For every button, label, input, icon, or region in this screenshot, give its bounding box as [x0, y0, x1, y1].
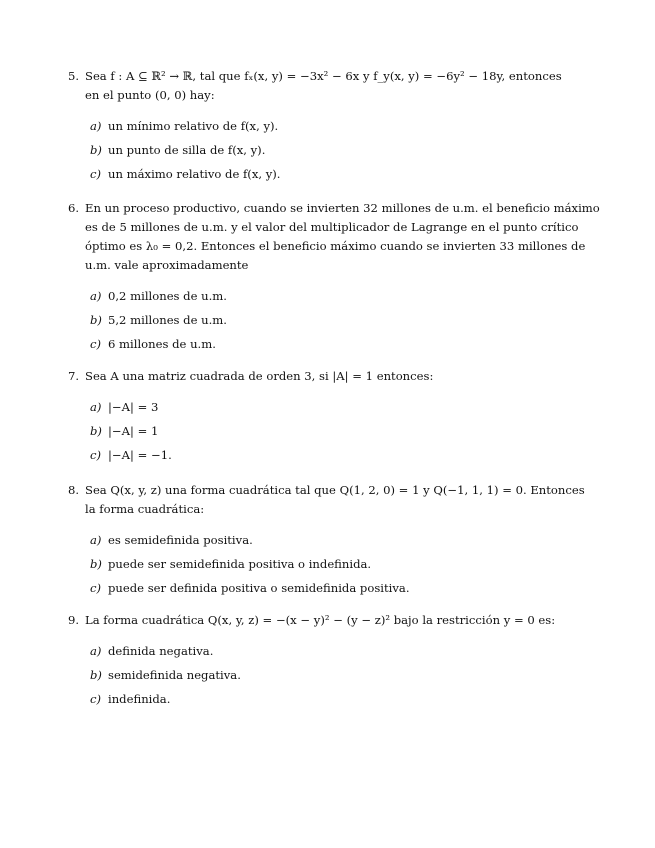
- question-8: [68, 481, 585, 603]
- option-letter: a): [90, 289, 102, 303]
- option-text: 6 millones de u.m.: [108, 337, 216, 351]
- question-statement: [68, 481, 585, 519]
- question-text: [85, 67, 562, 105]
- options-list: [68, 398, 558, 470]
- question-statement: [68, 367, 558, 386]
- options-list: [68, 531, 558, 603]
- option-letter: b): [90, 668, 102, 682]
- option-a: [68, 287, 558, 311]
- question-line: es de 5 millones de u.m. y el valor del multiplicador de Lagrange en el punto crítico: [85, 220, 579, 234]
- option-text: puede ser semidefinida positiva o indefinida.: [108, 557, 372, 571]
- option-text: |−A| = 3: [108, 400, 159, 414]
- option-text: puede ser definida positiva o semidefinida positiva.: [108, 581, 410, 595]
- question-line: la forma cuadrática:: [85, 502, 205, 516]
- option-text: indefinida.: [108, 692, 171, 706]
- option-text: semidefinida negativa.: [108, 668, 241, 682]
- option-a: [68, 642, 558, 666]
- question-7: [68, 367, 558, 470]
- option-c: [68, 446, 558, 470]
- option-c: [68, 690, 558, 714]
- question-line: óptimo es λ₀ = 0,2. Entonces el beneficio máximo cuando se invierten 33 millones de: [85, 239, 586, 253]
- question-5: [68, 67, 562, 189]
- option-a: [68, 531, 558, 555]
- option-letter: b): [90, 424, 102, 438]
- option-letter: c): [90, 692, 102, 706]
- option-text: definida negativa.: [108, 644, 214, 658]
- option-text: un máximo relativo de f(x, y).: [108, 167, 281, 181]
- option-text: es semidefinida positiva.: [108, 533, 253, 547]
- question-number: 5.: [68, 69, 80, 83]
- option-letter: b): [90, 143, 102, 157]
- option-b: [68, 141, 558, 165]
- option-a: [68, 117, 558, 141]
- options-list: [68, 287, 558, 359]
- option-letter: b): [90, 557, 102, 571]
- option-c: [68, 165, 558, 189]
- option-letter: c): [90, 581, 102, 595]
- option-letter: a): [90, 119, 102, 133]
- question-9: [68, 611, 558, 714]
- option-text: 5,2 millones de u.m.: [108, 313, 227, 327]
- question-line: u.m. vale aproximadamente: [85, 258, 249, 272]
- option-letter: b): [90, 313, 102, 327]
- question-statement: [68, 611, 558, 630]
- option-b: [68, 555, 558, 579]
- question-line: Sea f : A ⊆ ℝ² → ℝ, tal que fₓ(x, y) = −3x² − 6x y f_y(x, y) = −6y² − 18y, entonces: [85, 69, 562, 83]
- question-statement: [68, 199, 600, 275]
- option-c: [68, 335, 558, 359]
- option-b: [68, 422, 558, 446]
- option-letter: a): [90, 644, 102, 658]
- question-text: [85, 611, 558, 630]
- question-line: Sea A una matriz cuadrada de orden 3, si |A| = 1 entonces:: [85, 369, 434, 383]
- option-text: |−A| = 1: [108, 424, 159, 438]
- question-text: [85, 481, 585, 519]
- option-letter: a): [90, 533, 102, 547]
- question-number: 9.: [68, 613, 80, 627]
- option-b: [68, 666, 558, 690]
- question-number: 8.: [68, 483, 80, 497]
- question-text: [85, 199, 600, 275]
- option-letter: c): [90, 167, 102, 181]
- option-text: 0,2 millones de u.m.: [108, 289, 227, 303]
- question-number: 6.: [68, 201, 80, 215]
- question-statement: [68, 67, 562, 105]
- option-a: [68, 398, 558, 422]
- question-line: La forma cuadrática Q(x, y, z) = −(x − y)² − (y − z)² bajo la restricción y = 0 es:: [85, 613, 556, 627]
- question-line: En un proceso productivo, cuando se invierten 32 millones de u.m. el beneficio máximo: [85, 201, 600, 215]
- option-text: un mínimo relativo de f(x, y).: [108, 119, 279, 133]
- question-line: en el punto (0, 0) hay:: [85, 88, 215, 102]
- option-c: [68, 579, 558, 603]
- question-number: 7.: [68, 369, 80, 383]
- question-6: [68, 199, 600, 359]
- option-text: |−A| = −1.: [108, 448, 172, 462]
- option-b: [68, 311, 558, 335]
- option-text: un punto de silla de f(x, y).: [108, 143, 266, 157]
- options-list: [68, 642, 558, 714]
- question-line: Sea Q(x, y, z) una forma cuadrática tal que Q(1, 2, 0) = 1 y Q(−1, 1, 1) = 0. Entonces: [85, 483, 585, 497]
- option-letter: c): [90, 448, 102, 462]
- options-list: [68, 117, 558, 189]
- option-letter: c): [90, 337, 102, 351]
- option-letter: a): [90, 400, 102, 414]
- question-text: [85, 367, 558, 386]
